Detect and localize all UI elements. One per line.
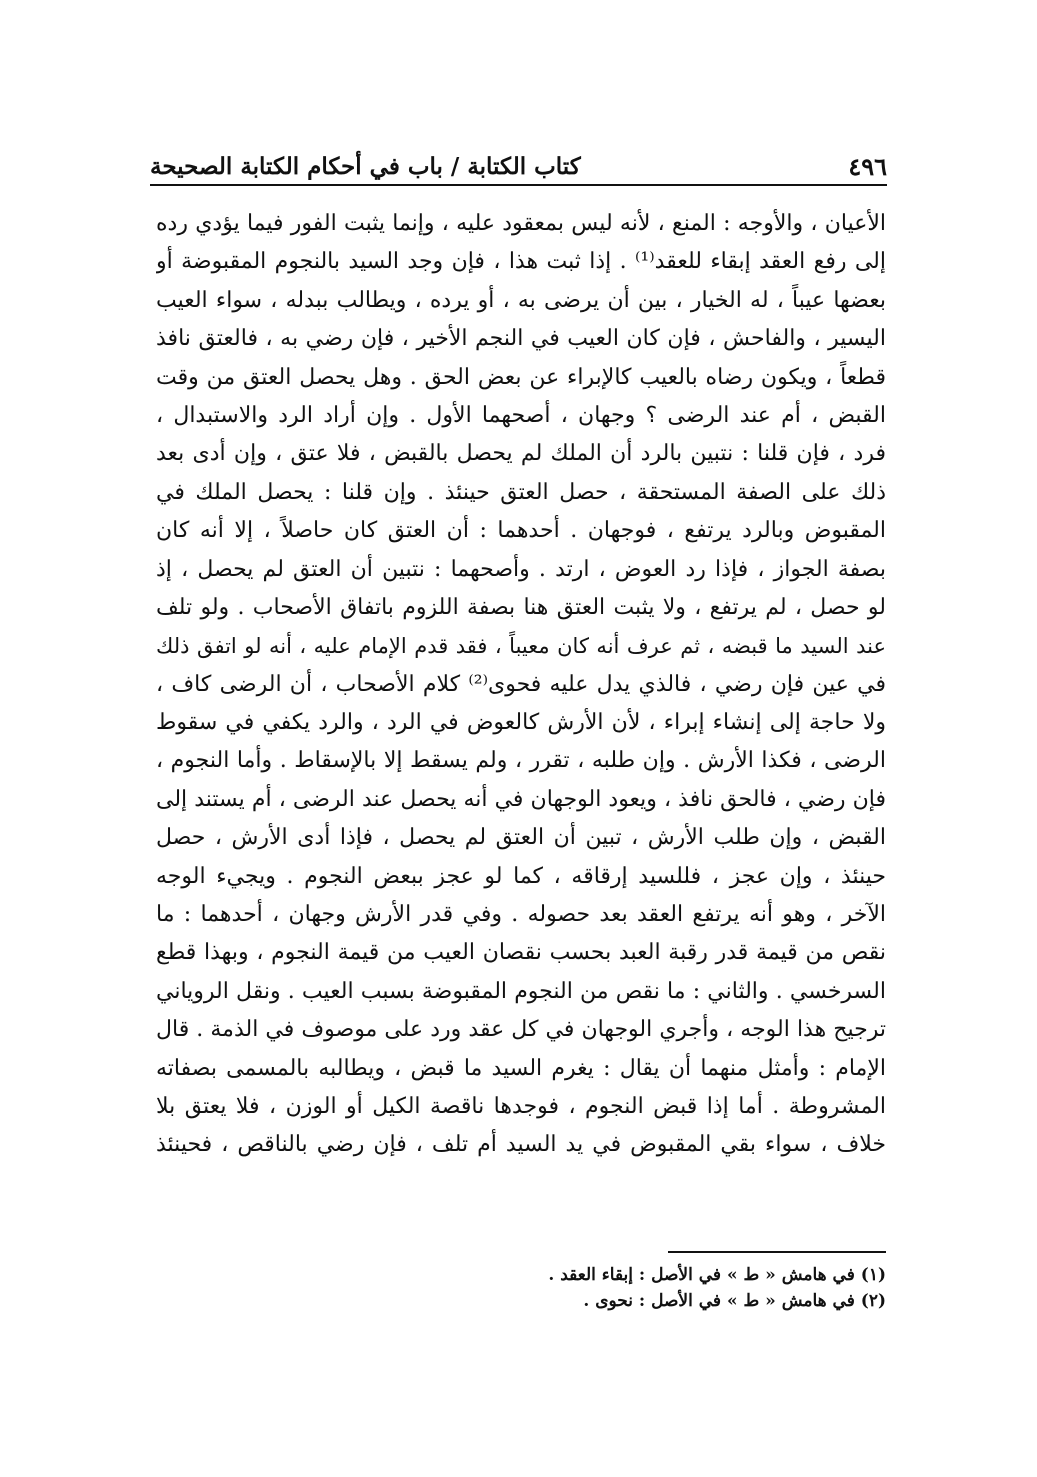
footnote-divider	[668, 1251, 886, 1253]
text-line: ترجيح هذا الوجه ، وأجري الوجهان في كل عقد ورد على موصوف في الذمة . قال	[156, 1017, 886, 1043]
text-line: الإمام : وأمثل منهما أن يقال : يغرم السيد ما قبض ، ويطالبه بالمسمى بصفاته	[156, 1055, 886, 1081]
text-line: القبض ، أم عند الرضى ؟ وجهان ، أصحهما الأول . وإن أراد الرد والاستبدال ،	[156, 402, 886, 428]
body-text	[156, 205, 886, 1165]
text-line: لو حصل ، لم يرتفع ، ولا يثبت العتق هنا بصفة اللزوم باتفاق الأصحاب . ولو تلف	[156, 594, 886, 620]
text-line: القبض ، وإن طلب الأرش ، تبين أن العتق لم يحصل ، فإذا أدى الأرش ، حصل	[156, 825, 886, 851]
text-line: نقص من قيمة قدر رقبة العبد بحسب نقصان العيب من قيمة النجوم ، وبهذا قطع	[156, 940, 886, 966]
page-number: ٤٩٦	[848, 152, 887, 181]
text-line: المقبوض وبالرد يرتفع ، فوجهان . أحدهما : أن العتق كان حاصلاً ، إلا أنه كان	[156, 518, 886, 544]
footnotes	[386, 1262, 886, 1314]
text-line: حينئذ ، وإن عجز ، فللسيد إرقاقه ، كما لو عجز ببعض النجوم . ويجيء الوجه	[156, 863, 886, 889]
running-header	[150, 140, 887, 182]
text-line: ذلك على الصفة المستحقة ، حصل العتق حينئذ . وإن قلنا : يحصل الملك في	[156, 479, 886, 505]
text-line: في عين فإن رضي ، فالذي يدل عليه فحوى⁽²⁾ كلام الأصحاب ، أن الرضى كاف ،	[156, 671, 886, 697]
text-line: اليسير ، والفاحش ، فإن كان العيب في النجم الأخير ، فإن رضي به ، فالعتق نافذ	[156, 326, 886, 352]
text-line: فإن رضي ، فالحق نافذ ، ويعود الوجهان في أنه يحصل عند الرضى ، أم يستند إلى	[156, 786, 886, 812]
text-line: ولا حاجة إلى إنشاء إبراء ، لأن الأرش كالعوض في الرد ، والرد يكفي في سقوط	[156, 710, 886, 736]
header-divider	[150, 184, 887, 186]
footnote-2: (٢) في هامش « ط » في الأصل : نحوى .	[583, 1291, 886, 1311]
text-line: السرخسي . والثاني : ما نقص من النجوم المقبوضة بسبب العيب . ونقل الروياني	[156, 978, 886, 1004]
text-line: خلاف ، سواء بقي المقبوض في يد السيد أم تلف ، فإن رضي بالناقص ، فحينئذ	[156, 1132, 886, 1158]
running-header-title: كتاب الكتابة / باب في أحكام الكتابة الصحيحة	[150, 153, 581, 180]
text-line: فرد ، فإن قلنا : نتبين بالرد أن الملك لم يحصل بالقبض ، فلا عتق ، وإن أدى بعد	[156, 441, 886, 467]
text-line: عند السيد ما قبضه ، ثم عرف أنه كان معيباً ، فقد قدم الإمام عليه ، أنه لو اتفق ذلك	[156, 634, 886, 659]
text-line: بصفة الجواز ، فإذا رد العوض ، ارتد . وأصحهما : نتبين أن العتق لم يحصل ، إذ	[156, 556, 886, 582]
text-line: الأعيان ، والأوجه : المنع ، لأنه ليس بمعقود عليه ، وإنما يثبت الفور فيما يؤدي رده	[156, 211, 886, 236]
footnote-1: (١) في هامش « ط » في الأصل : إبقاء العقد .	[548, 1265, 886, 1285]
text-line: المشروطة . أما إذا قبض النجوم ، فوجدها ناقصة الكيل أو الوزن ، فلا يعتق بلا	[156, 1093, 886, 1119]
text-line: الرضى ، فكذا الأرش . وإن طلبه ، تقرر ، ولم يسقط إلا بالإسقاط . وأما النجوم ،	[156, 748, 886, 774]
text-line: قطعاً ، ويكون رضاه بالعيب كالإبراء عن بعض الحق . وهل يحصل العتق من وقت	[156, 364, 886, 390]
text-line: إلى رفع العقد إبقاء للعقد⁽¹⁾ . إذا ثبت هذا ، فإن وجد السيد بالنجوم المقبوضة أو	[156, 249, 886, 275]
text-line: الآخر ، وهو أنه يرتفع العقد بعد حصوله . وفي قدر الأرش وجهان ، أحدهما : ما	[156, 902, 886, 928]
text-line: بعضها عيباً ، له الخيار ، بين أن يرضى به ، أو يرده ، ويطالب ببدله ، سواء العيب	[156, 287, 886, 313]
